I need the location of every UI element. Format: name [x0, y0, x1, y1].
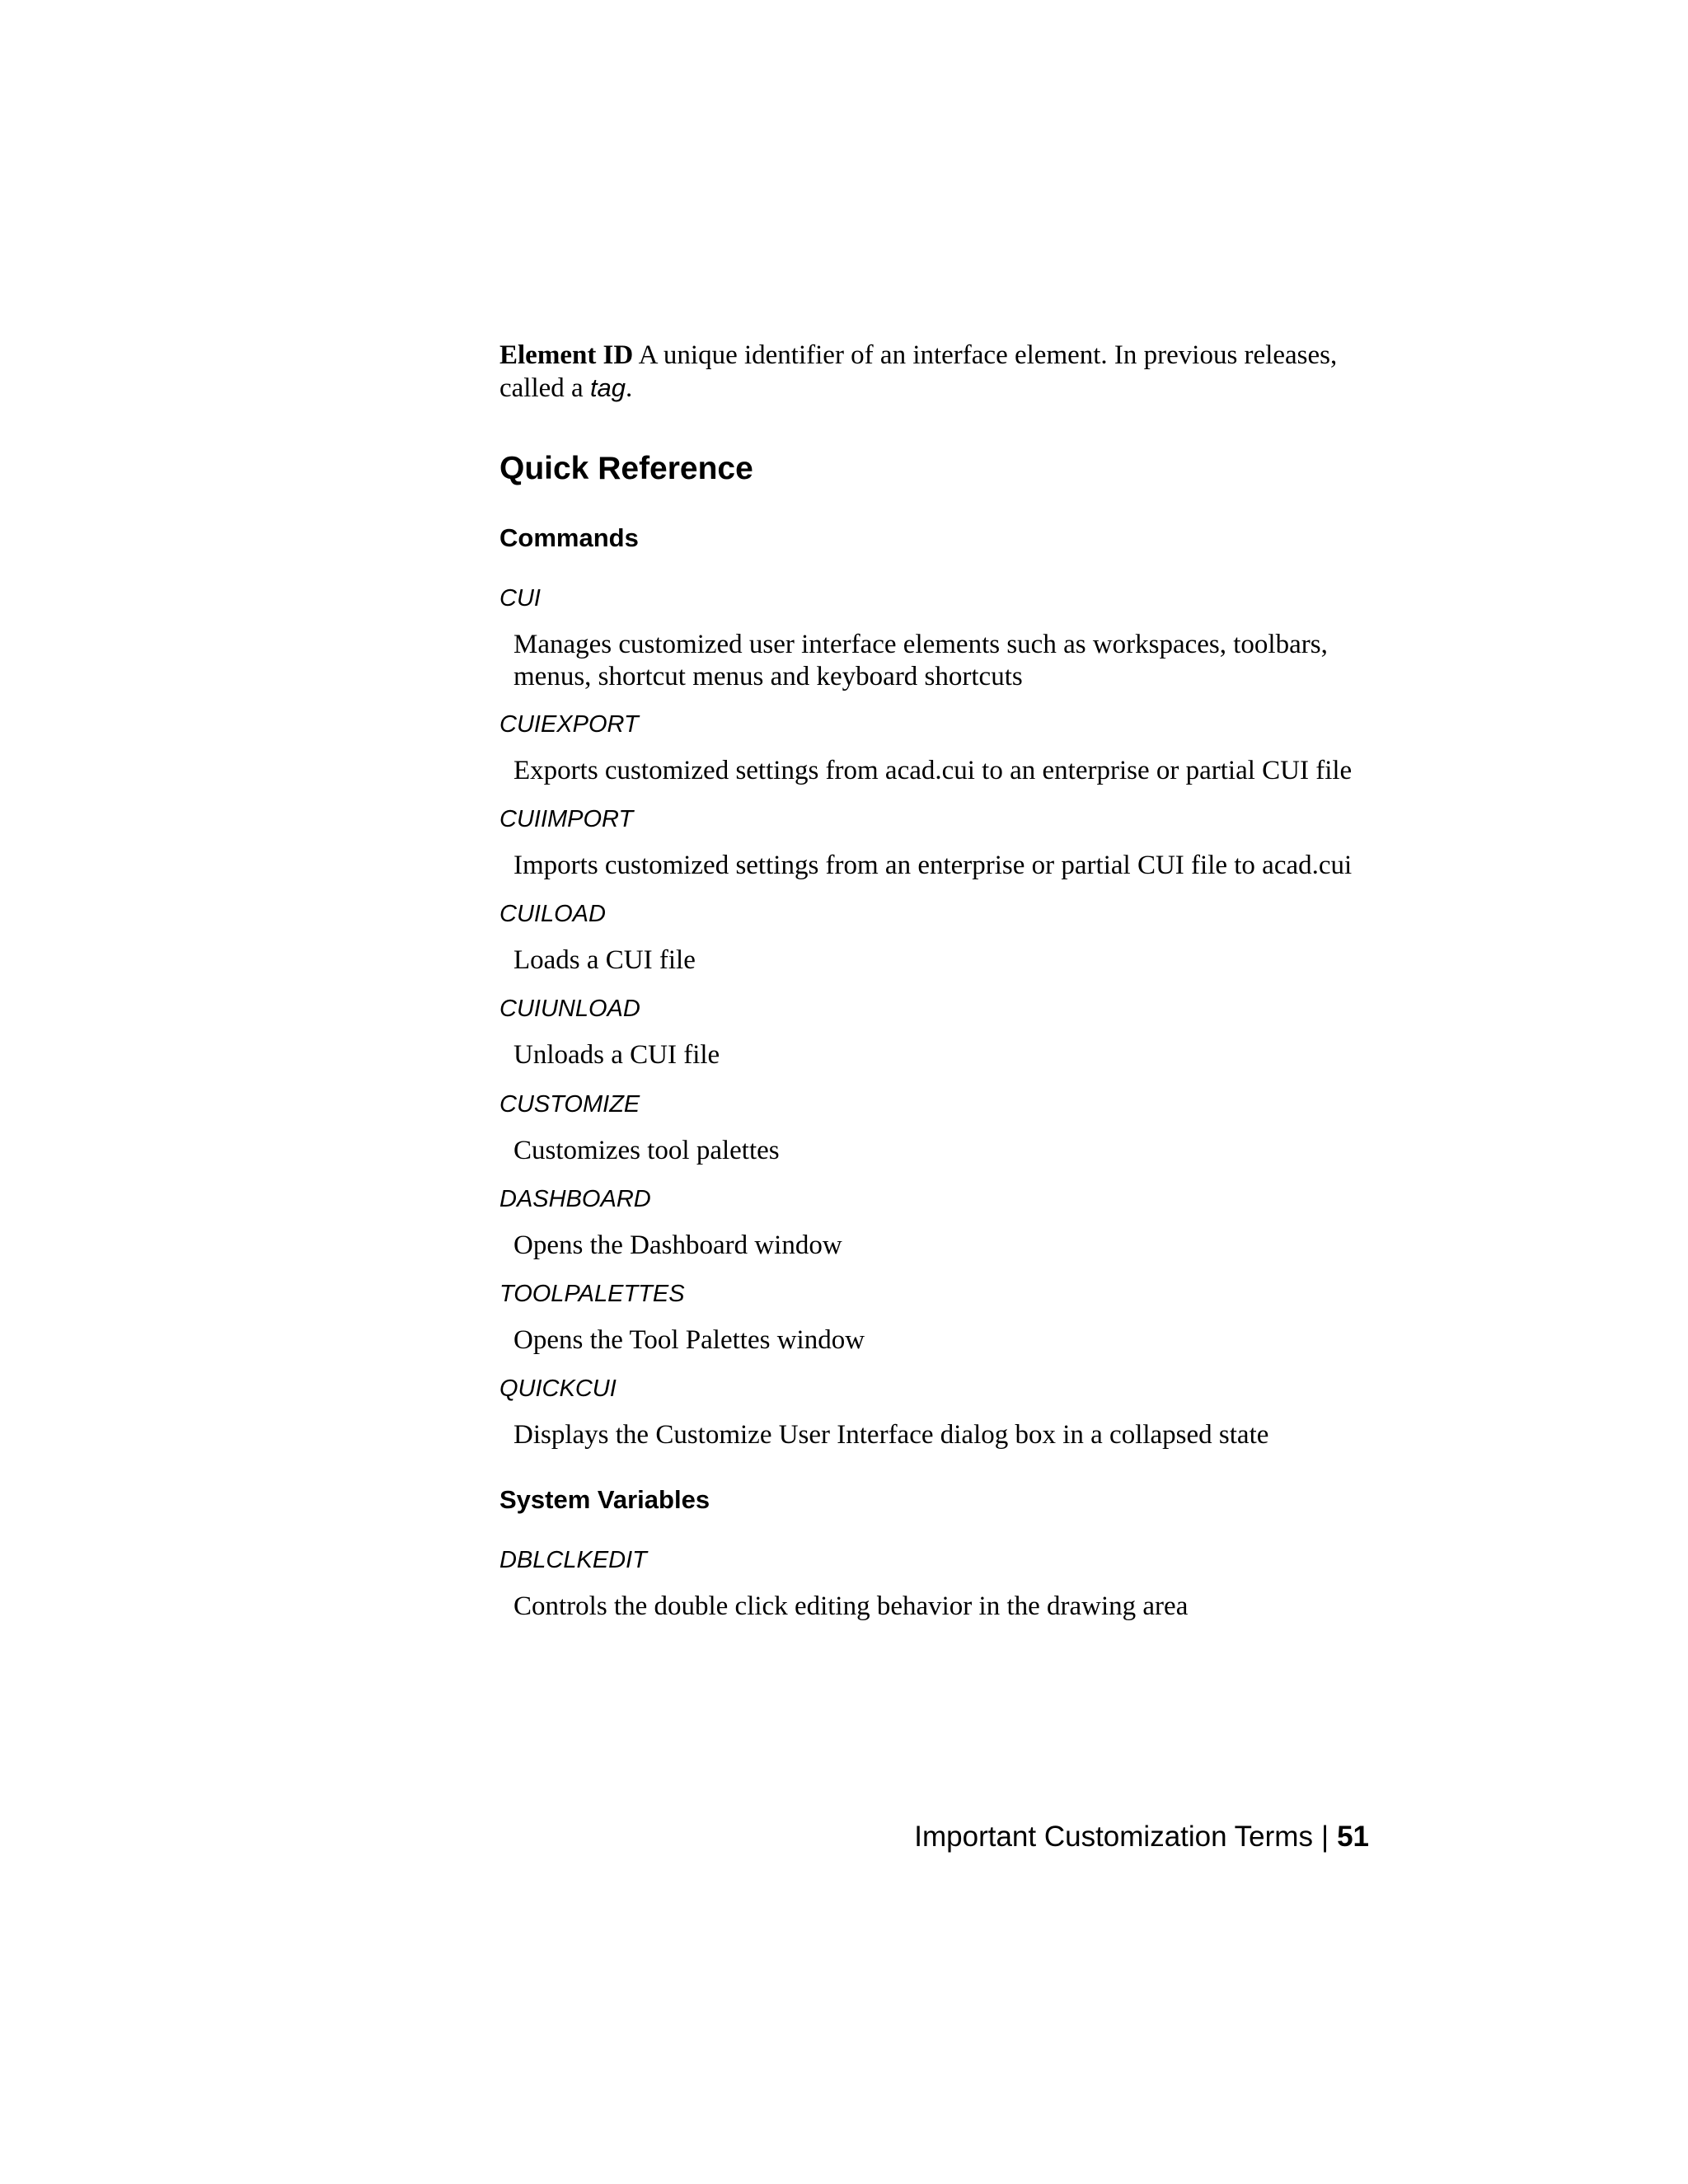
definition-italic-word: tag	[589, 373, 626, 402]
element-id-definition	[499, 340, 1386, 405]
document-page	[499, 0, 1390, 2184]
command-description: Manages customized user interface elements such as workspaces, toolbars, menus, shortcut menus and keyboard shortcuts	[513, 630, 1328, 691]
command-name: DASHBOARD	[499, 1186, 651, 1212]
page-footer	[914, 1820, 1369, 1854]
system-variable-name: DBLCLKEDIT	[499, 1547, 647, 1573]
command-name: TOOLPALETTES	[499, 1281, 685, 1307]
command-description: Loads a CUI file	[513, 945, 696, 975]
command-name: CUIEXPORT	[499, 711, 639, 738]
command-name: CUIIMPORT	[499, 806, 634, 832]
command-description: Displays the Customize User Interface dialog box in a collapsed state	[513, 1420, 1269, 1450]
command-description: Opens the Dashboard window	[513, 1230, 842, 1260]
definition-end: .	[626, 373, 633, 403]
command-name: QUICKCUI	[499, 1376, 617, 1402]
command-description: Opens the Tool Palettes window	[513, 1325, 865, 1355]
page-number: 51	[1337, 1821, 1369, 1853]
command-description: Customizes tool palettes	[513, 1136, 780, 1165]
commands-heading: Commands	[499, 523, 639, 552]
command-name: CUI	[499, 585, 541, 612]
system-variable-description: Controls the double click editing behavior in the drawing area	[513, 1591, 1189, 1621]
command-name: CUIUNLOAD	[499, 996, 640, 1022]
command-description: Imports customized settings from an enterprise or partial CUI file to acad.cui	[513, 851, 1353, 880]
system-variables-heading: System Variables	[499, 1485, 710, 1514]
command-description: Unloads a CUI file	[513, 1040, 720, 1070]
footer-section-title: Important Customization Terms	[914, 1821, 1313, 1853]
command-description: Exports customized settings from acad.cui to an enterprise or partial CUI file	[513, 756, 1353, 785]
command-name: CUSTOMIZE	[499, 1091, 640, 1118]
definition-term: Element ID	[499, 340, 634, 370]
definition-text: A unique identifier of an interface element. In previous releases, called a	[499, 340, 1338, 403]
footer-separator: |	[1320, 1821, 1329, 1853]
quick-reference-heading: Quick Reference	[499, 451, 753, 486]
command-name: CUILOAD	[499, 901, 606, 927]
